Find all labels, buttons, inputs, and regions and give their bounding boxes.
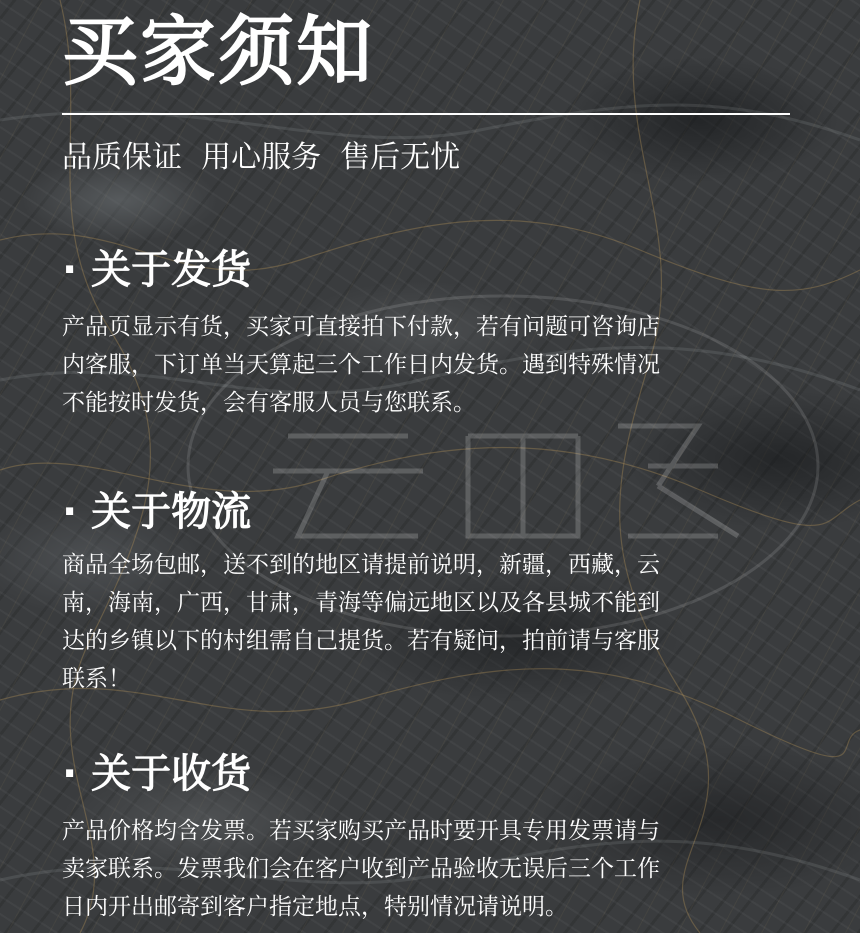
section-line: 产品价格均含发票。若买家购买产品时要开具专用发票请与	[62, 818, 660, 844]
section-body-shipping	[62, 308, 782, 422]
section-heading-label: 关于收货	[91, 751, 252, 797]
section-heading-label: 关于发货	[91, 247, 252, 293]
page-title: 买家须知	[62, 7, 374, 96]
page-subtitle: 品质保证 用心服务 售后无忧	[62, 140, 461, 175]
section-heading-logistics	[62, 486, 251, 538]
bullet-dot: ·	[62, 751, 78, 797]
section-line: 达的乡镇以下的村组需自己提货。若有疑问，拍前请与客服	[62, 628, 660, 654]
section-heading-label: 关于物流	[91, 489, 252, 535]
title-divider	[62, 113, 790, 115]
section-line: 卖家联系。发票我们会在客户收到产品验收无误后三个工作	[62, 856, 660, 882]
section-line: 产品页显示有货，买家可直接拍下付款，若有问题可咨询店	[62, 314, 660, 340]
bullet-dot: ·	[62, 247, 78, 293]
section-body-receiving	[62, 812, 782, 926]
section-body-logistics	[62, 546, 782, 698]
section-line: 不能按时发货，会有客服人员与您联系。	[62, 390, 476, 416]
section-line: 日内开出邮寄到客户指定地点，特别情况请说明。	[62, 894, 568, 920]
section-line: 联系！	[62, 666, 131, 692]
section-line: 商品全场包邮，送不到的地区请提前说明，新疆，西藏，云	[62, 552, 660, 578]
section-line: 内客服，下订单当天算起三个工作日内发货。遇到特殊情况	[62, 352, 660, 378]
bullet-dot: ·	[62, 489, 78, 535]
section-line: 南，海南，广西，甘肃，青海等偏远地区以及各县城不能到	[62, 590, 660, 616]
section-heading-receiving	[62, 748, 251, 800]
section-heading-shipping	[62, 244, 251, 296]
